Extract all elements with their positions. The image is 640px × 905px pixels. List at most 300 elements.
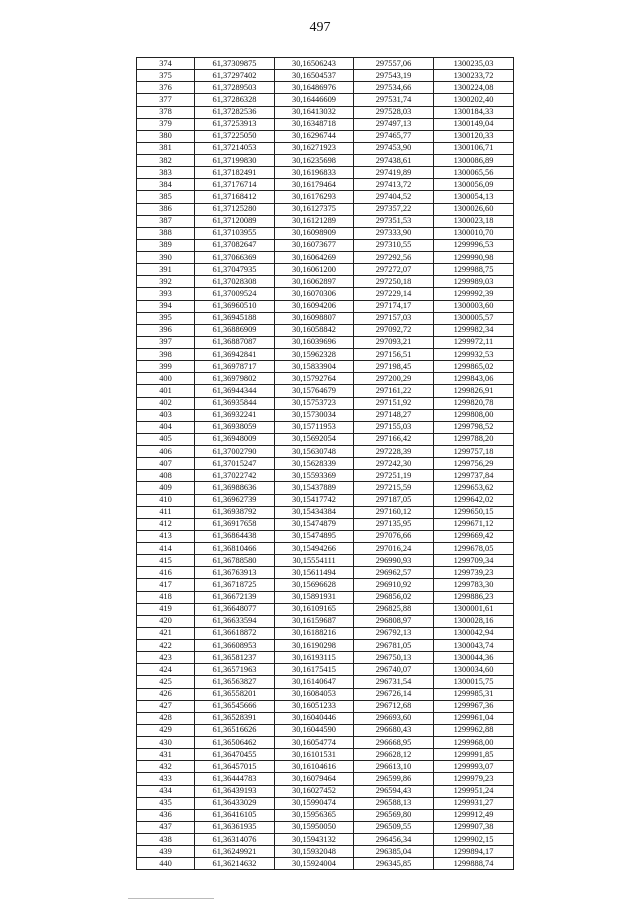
longitude-cell: 30,16271923 <box>275 142 354 154</box>
x-coordinate-cell: 297557,06 <box>354 58 434 70</box>
point-number-cell: 440 <box>137 858 195 870</box>
latitude-cell: 61,37182491 <box>195 167 275 179</box>
y-coordinate-cell: 1300026,60 <box>434 203 514 215</box>
longitude-cell: 30,16054774 <box>275 737 354 749</box>
y-coordinate-cell: 1300003,60 <box>434 300 514 312</box>
y-coordinate-cell: 1299650,15 <box>434 506 514 518</box>
x-coordinate-cell: 296385,04 <box>354 846 434 858</box>
latitude-cell: 61,37253913 <box>195 118 275 130</box>
point-number-cell: 415 <box>137 555 195 567</box>
y-coordinate-cell: 1299989,03 <box>434 276 514 288</box>
x-coordinate-cell: 296509,55 <box>354 821 434 833</box>
table-row <box>137 858 514 870</box>
x-coordinate-cell: 297016,24 <box>354 543 434 555</box>
table-row <box>137 700 514 712</box>
y-coordinate-cell: 1299961,04 <box>434 712 514 724</box>
point-number-cell: 424 <box>137 664 195 676</box>
latitude-cell: 61,37120089 <box>195 215 275 227</box>
longitude-cell: 30,15792764 <box>275 373 354 385</box>
table-row <box>137 652 514 664</box>
x-coordinate-cell: 297092,72 <box>354 324 434 336</box>
x-coordinate-cell: 297166,42 <box>354 433 434 445</box>
x-coordinate-cell: 296613,10 <box>354 761 434 773</box>
longitude-cell: 30,16159687 <box>275 615 354 627</box>
table-row <box>137 579 514 591</box>
y-coordinate-cell: 1299985,31 <box>434 688 514 700</box>
x-coordinate-cell: 296856,02 <box>354 591 434 603</box>
point-number-cell: 406 <box>137 446 195 458</box>
x-coordinate-cell: 297187,05 <box>354 494 434 506</box>
longitude-cell: 30,15950050 <box>275 821 354 833</box>
table-row <box>137 773 514 785</box>
table-row <box>137 239 514 251</box>
x-coordinate-cell: 296456,34 <box>354 834 434 846</box>
point-number-cell: 402 <box>137 397 195 409</box>
latitude-cell: 61,37282536 <box>195 106 275 118</box>
point-number-cell: 414 <box>137 543 195 555</box>
longitude-cell: 30,15753723 <box>275 397 354 409</box>
point-number-cell: 388 <box>137 227 195 239</box>
longitude-cell: 30,16027452 <box>275 785 354 797</box>
latitude-cell: 61,37066369 <box>195 252 275 264</box>
x-coordinate-cell: 297357,22 <box>354 203 434 215</box>
table-row <box>137 470 514 482</box>
y-coordinate-cell: 1299757,18 <box>434 446 514 458</box>
table-row <box>137 191 514 203</box>
longitude-cell: 30,15474895 <box>275 530 354 542</box>
table-row <box>137 130 514 142</box>
latitude-cell: 61,36932241 <box>195 409 275 421</box>
table-row <box>137 397 514 409</box>
y-coordinate-cell: 1299912,49 <box>434 809 514 821</box>
y-coordinate-cell: 1299979,23 <box>434 773 514 785</box>
x-coordinate-cell: 296712,68 <box>354 700 434 712</box>
longitude-cell: 30,16486976 <box>275 82 354 94</box>
x-coordinate-cell: 297076,66 <box>354 530 434 542</box>
y-coordinate-cell: 1300184,33 <box>434 106 514 118</box>
x-coordinate-cell: 296731,54 <box>354 676 434 688</box>
latitude-cell: 61,37103955 <box>195 227 275 239</box>
y-coordinate-cell: 1299678,05 <box>434 543 514 555</box>
point-number-cell: 413 <box>137 530 195 542</box>
table-row <box>137 712 514 724</box>
longitude-cell: 30,16193115 <box>275 652 354 664</box>
x-coordinate-cell: 297528,03 <box>354 106 434 118</box>
longitude-cell: 30,16039696 <box>275 336 354 348</box>
longitude-cell: 30,16196833 <box>275 167 354 179</box>
latitude-cell: 61,36938059 <box>195 421 275 433</box>
point-number-cell: 375 <box>137 70 195 82</box>
table-row <box>137 58 514 70</box>
latitude-cell: 61,36960510 <box>195 300 275 312</box>
point-number-cell: 385 <box>137 191 195 203</box>
table-row <box>137 300 514 312</box>
y-coordinate-cell: 1299737,84 <box>434 470 514 482</box>
longitude-cell: 30,15434384 <box>275 506 354 518</box>
latitude-cell: 61,36948009 <box>195 433 275 445</box>
y-coordinate-cell: 1299972,11 <box>434 336 514 348</box>
longitude-cell: 30,16504537 <box>275 70 354 82</box>
x-coordinate-cell: 296792,13 <box>354 627 434 639</box>
point-number-cell: 416 <box>137 567 195 579</box>
x-coordinate-cell: 297229,14 <box>354 288 434 300</box>
point-number-cell: 397 <box>137 336 195 348</box>
latitude-cell: 61,37002790 <box>195 446 275 458</box>
point-number-cell: 407 <box>137 458 195 470</box>
longitude-cell: 30,15764679 <box>275 385 354 397</box>
longitude-cell: 30,15891931 <box>275 591 354 603</box>
x-coordinate-cell: 296990,93 <box>354 555 434 567</box>
point-number-cell: 401 <box>137 385 195 397</box>
longitude-cell: 30,16044590 <box>275 724 354 736</box>
x-coordinate-cell: 297531,74 <box>354 94 434 106</box>
point-number-cell: 386 <box>137 203 195 215</box>
y-coordinate-cell: 1299967,36 <box>434 700 514 712</box>
x-coordinate-cell: 297198,45 <box>354 361 434 373</box>
point-number-cell: 433 <box>137 773 195 785</box>
y-coordinate-cell: 1299642,02 <box>434 494 514 506</box>
longitude-cell: 30,16104616 <box>275 761 354 773</box>
table-row <box>137 567 514 579</box>
table-row <box>137 312 514 324</box>
y-coordinate-cell: 1300224,08 <box>434 82 514 94</box>
y-coordinate-cell: 1299992,39 <box>434 288 514 300</box>
point-number-cell: 394 <box>137 300 195 312</box>
point-number-cell: 379 <box>137 118 195 130</box>
latitude-cell: 61,36886909 <box>195 324 275 336</box>
point-number-cell: 421 <box>137 627 195 639</box>
y-coordinate-cell: 1300015,75 <box>434 676 514 688</box>
table-row <box>137 361 514 373</box>
x-coordinate-cell: 297251,19 <box>354 470 434 482</box>
table-row <box>137 591 514 603</box>
longitude-cell: 30,15833904 <box>275 361 354 373</box>
table-row <box>137 276 514 288</box>
table-row <box>137 543 514 555</box>
x-coordinate-cell: 297333,90 <box>354 227 434 239</box>
longitude-cell: 30,16190298 <box>275 640 354 652</box>
longitude-cell: 30,15696628 <box>275 579 354 591</box>
latitude-cell: 61,37082647 <box>195 239 275 251</box>
y-coordinate-cell: 1300023,18 <box>434 215 514 227</box>
y-coordinate-cell: 1300054,13 <box>434 191 514 203</box>
table-row <box>137 676 514 688</box>
y-coordinate-cell: 1300005,57 <box>434 312 514 324</box>
y-coordinate-cell: 1299783,30 <box>434 579 514 591</box>
table-row <box>137 506 514 518</box>
table-row <box>137 324 514 336</box>
table-row <box>137 203 514 215</box>
y-coordinate-cell: 1299653,62 <box>434 482 514 494</box>
table-row <box>137 385 514 397</box>
longitude-cell: 30,15554111 <box>275 555 354 567</box>
point-number-cell: 384 <box>137 179 195 191</box>
table-row <box>137 749 514 761</box>
table-row <box>137 664 514 676</box>
point-number-cell: 395 <box>137 312 195 324</box>
table-row <box>137 761 514 773</box>
table-row <box>137 433 514 445</box>
latitude-cell: 61,36506462 <box>195 737 275 749</box>
point-number-cell: 408 <box>137 470 195 482</box>
point-number-cell: 420 <box>137 615 195 627</box>
x-coordinate-cell: 297413,72 <box>354 179 434 191</box>
latitude-cell: 61,36978717 <box>195 361 275 373</box>
point-number-cell: 380 <box>137 130 195 142</box>
longitude-cell: 30,16235698 <box>275 155 354 167</box>
point-number-cell: 419 <box>137 603 195 615</box>
x-coordinate-cell: 297151,92 <box>354 397 434 409</box>
longitude-cell: 30,16094206 <box>275 300 354 312</box>
longitude-cell: 30,15932048 <box>275 846 354 858</box>
longitude-cell: 30,15956365 <box>275 809 354 821</box>
point-number-cell: 400 <box>137 373 195 385</box>
x-coordinate-cell: 297534,66 <box>354 82 434 94</box>
point-number-cell: 422 <box>137 640 195 652</box>
table-row <box>137 555 514 567</box>
latitude-cell: 61,36763913 <box>195 567 275 579</box>
point-number-cell: 427 <box>137 700 195 712</box>
table-row <box>137 336 514 348</box>
y-coordinate-cell: 1300106,71 <box>434 142 514 154</box>
x-coordinate-cell: 297250,18 <box>354 276 434 288</box>
point-number-cell: 374 <box>137 58 195 70</box>
y-coordinate-cell: 1299709,34 <box>434 555 514 567</box>
x-coordinate-cell: 297174,17 <box>354 300 434 312</box>
longitude-cell: 30,16061200 <box>275 264 354 276</box>
x-coordinate-cell: 297438,61 <box>354 155 434 167</box>
point-number-cell: 377 <box>137 94 195 106</box>
point-number-cell: 429 <box>137 724 195 736</box>
y-coordinate-cell: 1300056,09 <box>434 179 514 191</box>
y-coordinate-cell: 1299932,53 <box>434 349 514 361</box>
point-number-cell: 438 <box>137 834 195 846</box>
y-coordinate-cell: 1299826,91 <box>434 385 514 397</box>
latitude-cell: 61,37309875 <box>195 58 275 70</box>
table-row <box>137 373 514 385</box>
latitude-cell: 61,37028308 <box>195 276 275 288</box>
latitude-cell: 61,36962739 <box>195 494 275 506</box>
y-coordinate-cell: 1299968,00 <box>434 737 514 749</box>
table-row <box>137 494 514 506</box>
x-coordinate-cell: 297404,52 <box>354 191 434 203</box>
x-coordinate-cell: 296910,92 <box>354 579 434 591</box>
y-coordinate-cell: 1299798,52 <box>434 421 514 433</box>
longitude-cell: 30,15692054 <box>275 433 354 445</box>
point-number-cell: 425 <box>137 676 195 688</box>
longitude-cell: 30,15494266 <box>275 543 354 555</box>
longitude-cell: 30,16109165 <box>275 603 354 615</box>
table-row <box>137 167 514 179</box>
longitude-cell: 30,16140647 <box>275 676 354 688</box>
latitude-cell: 61,36571963 <box>195 664 275 676</box>
longitude-cell: 30,15630748 <box>275 446 354 458</box>
latitude-cell: 61,36214632 <box>195 858 275 870</box>
latitude-cell: 61,36935844 <box>195 397 275 409</box>
latitude-cell: 61,36581237 <box>195 652 275 664</box>
longitude-cell: 30,15593369 <box>275 470 354 482</box>
longitude-cell: 30,16176293 <box>275 191 354 203</box>
latitude-cell: 61,36618872 <box>195 627 275 639</box>
y-coordinate-cell: 1299756,29 <box>434 458 514 470</box>
y-coordinate-cell: 1299907,38 <box>434 821 514 833</box>
latitude-cell: 61,36917658 <box>195 518 275 530</box>
longitude-cell: 30,16506243 <box>275 58 354 70</box>
x-coordinate-cell: 296693,60 <box>354 712 434 724</box>
longitude-cell: 30,16064269 <box>275 252 354 264</box>
longitude-cell: 30,16079464 <box>275 773 354 785</box>
point-number-cell: 436 <box>137 809 195 821</box>
y-coordinate-cell: 1299951,24 <box>434 785 514 797</box>
table-row <box>137 846 514 858</box>
point-number-cell: 405 <box>137 433 195 445</box>
y-coordinate-cell: 1300001,61 <box>434 603 514 615</box>
point-number-cell: 378 <box>137 106 195 118</box>
point-number-cell: 412 <box>137 518 195 530</box>
y-coordinate-cell: 1299820,78 <box>434 397 514 409</box>
latitude-cell: 61,37125280 <box>195 203 275 215</box>
y-coordinate-cell: 1299902,15 <box>434 834 514 846</box>
point-number-cell: 430 <box>137 737 195 749</box>
latitude-cell: 61,37286328 <box>195 94 275 106</box>
table-row <box>137 518 514 530</box>
longitude-cell: 30,15628339 <box>275 458 354 470</box>
longitude-cell: 30,16101531 <box>275 749 354 761</box>
table-row <box>137 106 514 118</box>
latitude-cell: 61,36249921 <box>195 846 275 858</box>
point-number-cell: 437 <box>137 821 195 833</box>
longitude-cell: 30,16348718 <box>275 118 354 130</box>
point-number-cell: 435 <box>137 797 195 809</box>
table-row <box>137 288 514 300</box>
point-number-cell: 392 <box>137 276 195 288</box>
latitude-cell: 61,37289503 <box>195 82 275 94</box>
point-number-cell: 391 <box>137 264 195 276</box>
x-coordinate-cell: 296740,07 <box>354 664 434 676</box>
y-coordinate-cell: 1300043,74 <box>434 640 514 652</box>
longitude-cell: 30,16084053 <box>275 688 354 700</box>
x-coordinate-cell: 296781,05 <box>354 640 434 652</box>
table-row <box>137 264 514 276</box>
longitude-cell: 30,16296744 <box>275 130 354 142</box>
point-number-cell: 432 <box>137 761 195 773</box>
x-coordinate-cell: 296599,86 <box>354 773 434 785</box>
table-row <box>137 627 514 639</box>
longitude-cell: 30,16058842 <box>275 324 354 336</box>
latitude-cell: 61,37199830 <box>195 155 275 167</box>
longitude-cell: 30,16121289 <box>275 215 354 227</box>
latitude-cell: 61,36516626 <box>195 724 275 736</box>
x-coordinate-cell: 297351,53 <box>354 215 434 227</box>
table-row <box>137 785 514 797</box>
table-row <box>137 94 514 106</box>
y-coordinate-cell: 1299931,27 <box>434 797 514 809</box>
longitude-cell: 30,15611494 <box>275 567 354 579</box>
x-coordinate-cell: 297310,55 <box>354 239 434 251</box>
table-row <box>137 821 514 833</box>
latitude-cell: 61,36439193 <box>195 785 275 797</box>
x-coordinate-cell: 296668,95 <box>354 737 434 749</box>
table-row <box>137 458 514 470</box>
longitude-cell: 30,16175415 <box>275 664 354 676</box>
y-coordinate-cell: 1300034,60 <box>434 664 514 676</box>
latitude-cell: 61,36945188 <box>195 312 275 324</box>
latitude-cell: 61,36361935 <box>195 821 275 833</box>
coordinates-table <box>136 57 514 870</box>
y-coordinate-cell: 1300010,70 <box>434 227 514 239</box>
latitude-cell: 61,36433029 <box>195 797 275 809</box>
latitude-cell: 61,36648077 <box>195 603 275 615</box>
coordinates-table-body <box>137 58 514 870</box>
latitude-cell: 61,36416105 <box>195 809 275 821</box>
point-number-cell: 383 <box>137 167 195 179</box>
latitude-cell: 61,37225050 <box>195 130 275 142</box>
point-number-cell: 396 <box>137 324 195 336</box>
table-row <box>137 809 514 821</box>
x-coordinate-cell: 297242,30 <box>354 458 434 470</box>
point-number-cell: 409 <box>137 482 195 494</box>
point-number-cell: 410 <box>137 494 195 506</box>
longitude-cell: 30,16070306 <box>275 288 354 300</box>
x-coordinate-cell: 296628,12 <box>354 749 434 761</box>
x-coordinate-cell: 297148,27 <box>354 409 434 421</box>
y-coordinate-cell: 1299991,85 <box>434 749 514 761</box>
latitude-cell: 61,36988636 <box>195 482 275 494</box>
longitude-cell: 30,15943132 <box>275 834 354 846</box>
y-coordinate-cell: 1299739,23 <box>434 567 514 579</box>
y-coordinate-cell: 1299894,17 <box>434 846 514 858</box>
y-coordinate-cell: 1299996,53 <box>434 239 514 251</box>
table-row <box>137 142 514 154</box>
point-number-cell: 426 <box>137 688 195 700</box>
y-coordinate-cell: 1300065,56 <box>434 167 514 179</box>
latitude-cell: 61,36788580 <box>195 555 275 567</box>
y-coordinate-cell: 1300235,03 <box>434 58 514 70</box>
page-number: 497 <box>309 20 331 35</box>
longitude-cell: 30,15474879 <box>275 518 354 530</box>
point-number-cell: 431 <box>137 749 195 761</box>
table-row <box>137 530 514 542</box>
latitude-cell: 61,37168412 <box>195 191 275 203</box>
y-coordinate-cell: 1299788,20 <box>434 433 514 445</box>
x-coordinate-cell: 296808,97 <box>354 615 434 627</box>
table-row <box>137 737 514 749</box>
latitude-cell: 61,36938792 <box>195 506 275 518</box>
y-coordinate-cell: 1299808,00 <box>434 409 514 421</box>
point-number-cell: 399 <box>137 361 195 373</box>
x-coordinate-cell: 297215,59 <box>354 482 434 494</box>
x-coordinate-cell: 297156,51 <box>354 349 434 361</box>
point-number-cell: 428 <box>137 712 195 724</box>
x-coordinate-cell: 296825,88 <box>354 603 434 615</box>
table-row <box>137 421 514 433</box>
x-coordinate-cell: 296680,43 <box>354 724 434 736</box>
table-row <box>137 615 514 627</box>
x-coordinate-cell: 297200,29 <box>354 373 434 385</box>
x-coordinate-cell: 297161,22 <box>354 385 434 397</box>
longitude-cell: 30,15962328 <box>275 349 354 361</box>
x-coordinate-cell: 296962,57 <box>354 567 434 579</box>
table-row <box>137 797 514 809</box>
y-coordinate-cell: 1299993,07 <box>434 761 514 773</box>
point-number-cell: 418 <box>137 591 195 603</box>
x-coordinate-cell: 297160,12 <box>354 506 434 518</box>
point-number-cell: 439 <box>137 846 195 858</box>
y-coordinate-cell: 1299669,42 <box>434 530 514 542</box>
table-row <box>137 82 514 94</box>
point-number-cell: 393 <box>137 288 195 300</box>
x-coordinate-cell: 296569,80 <box>354 809 434 821</box>
